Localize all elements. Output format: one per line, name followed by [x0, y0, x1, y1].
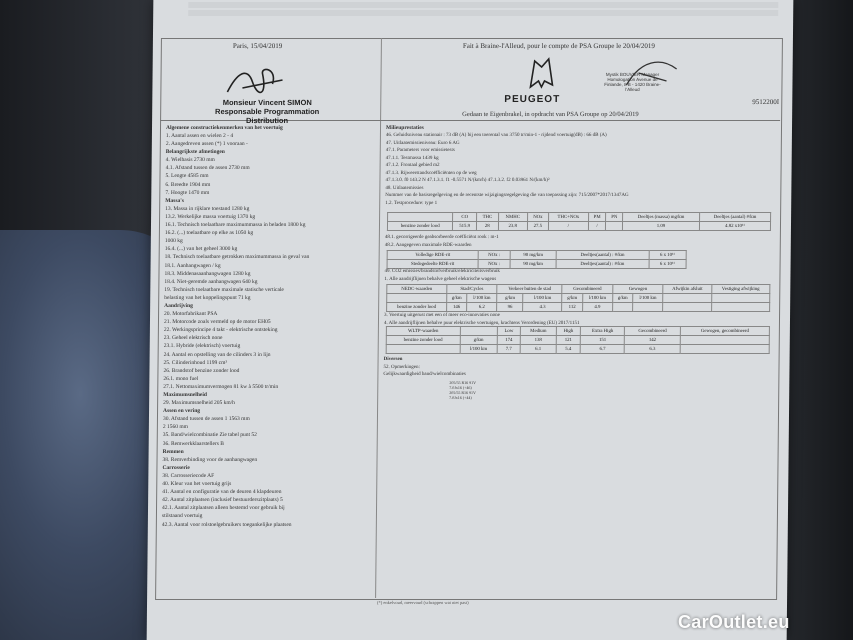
right-spec-list: [385, 132, 629, 207]
emission-header: NOx: [527, 213, 548, 222]
footnote: (*) enkelvoud, meervoud (schrappen wat niet past): [377, 600, 469, 605]
tyre-line: 205/55 R16 91V: [449, 390, 476, 395]
env-line: 52. Opmerkingen:: [383, 364, 420, 370]
wltp-header: Gewogen, gecombineerd: [680, 327, 769, 336]
nedc-cell: [633, 303, 663, 312]
env-line: Nummer van de basisregelgeving en de recentste wijzigingsregelgeving die van toepassing zijn: 715/2007*2017/1347AG: [385, 193, 629, 198]
env-line: 48. Uitlaatemissies: [385, 185, 424, 191]
spec-line: 26.1. mono fuel: [163, 375, 199, 382]
nedc-cell: [612, 303, 632, 312]
spec-line: Massa's: [165, 197, 184, 204]
spec-line: 38. Remverbinding voor de aanhangwagen: [162, 456, 258, 463]
emission-cell: /: [588, 222, 606, 231]
nedc-unit: l/100 km: [582, 294, 612, 303]
spec-line: 2. Aangedreven assen (*) 1 vooraan -: [165, 141, 248, 148]
spec-line: 5. Lengte 4585 mm: [165, 173, 209, 180]
env-line: 49. CO2 emissies/brandstofverbruik/elektriciteitsverbruik: [384, 269, 500, 274]
emission-cell: 27.5: [527, 222, 548, 231]
spec-line: 42. Aantal zitplaatsen (inclusief bestuurderszitplaats) 5: [162, 497, 283, 504]
wltp-header: High: [556, 327, 581, 336]
spec-line: 16.4. (...) van het geheel 3000 kg: [164, 246, 238, 253]
emission-header: Deeltjes (aantal) #/km: [699, 213, 770, 222]
spec-line: 27.1. Nettomaximumvermogen 81 kw à 5500 tr/min: [163, 383, 279, 390]
emission-header: PN: [606, 213, 623, 222]
spec-line: 13. Massa in rijklare toestand 1280 kg: [165, 205, 250, 212]
rde-cell: Volledige RDE-rit: [387, 251, 478, 260]
emission-header: THC+NOx: [549, 213, 589, 222]
spec-line: Maximumsnelheid: [163, 392, 207, 398]
spec-line: belasting van het koppelingspunt 71 kg: [164, 294, 251, 301]
env-line: 48.2. Aangegeven maximale RDE-waarden: [384, 242, 472, 248]
spec-line: 30. Afstand tussen de assen 1 1563 mm: [162, 416, 250, 423]
emission-cell: 1.09: [622, 222, 699, 231]
wltp-cell: 6.7: [580, 345, 624, 354]
spec-line: 36. Remwerkklaarstellers B: [162, 440, 224, 447]
spec-line: Carrosserie: [162, 464, 190, 471]
nedc-unit: l/100 km: [633, 294, 663, 303]
nedc-header: Vestiging afwijking: [711, 285, 769, 294]
spec-line: 41. Aantal en configuratie van de deuren 4 klapdeuren: [162, 489, 282, 496]
spec-line: 38. Carrosseriecode AF: [162, 472, 215, 479]
env-line: 3. Voertuig uitgerust met een of meer eco-innovaties none: [384, 313, 500, 318]
spec-line: 40. Kleur van het voertuig grijs: [162, 481, 232, 488]
wltp-cell: 7.7: [497, 345, 520, 354]
spec-line: 7. Hoogte 1470 mm: [165, 189, 210, 196]
wltp-cell: 121: [556, 336, 581, 345]
nedc-cell: 96: [497, 303, 523, 312]
signer-block: [202, 98, 332, 125]
spec-line: 23.1. Hybride (elektrisch) voertuig: [163, 343, 241, 350]
wltp-cell: 142: [625, 336, 681, 345]
env-line: 1. Alle aandrijflijnen behalve geheel elektrische wagens: [384, 276, 497, 282]
nedc-cell: benzine zonder lood: [387, 303, 447, 312]
spec-line: 16.1. Technisch toelaatbare maximummassa in beladen 1800 kg: [164, 222, 306, 229]
spec-line: 4. Wielbasis 2730 mm: [165, 157, 215, 164]
spec-line: 18.1. Aanhangwagen / kg: [164, 262, 221, 269]
wltp-header: WLTP-waarden: [386, 327, 460, 336]
nedc-unit: l/100 km: [523, 294, 562, 303]
wltp-cell: g/km: [460, 336, 497, 345]
env-line: 4. Alle aandrijflijnen behalve puur elektrische voertuigen, krachtens Verordening (EU) 2017/1151: [383, 320, 580, 326]
spec-line: 1. Aantal assen en wielen 2 - 4: [165, 133, 234, 139]
nedc-unit: g/km: [613, 294, 633, 303]
env-line: Diversen: [383, 357, 403, 362]
emission-cell: benzine zonder lood: [387, 222, 453, 231]
spec-line: 4.1. Afstand tussen de assen 2730 mm: [165, 165, 250, 172]
spec-line: Belangrijkste afmetingen: [165, 149, 225, 156]
spec-line: 2 1560 mm: [162, 424, 188, 431]
nedc-cell: 4.9: [582, 303, 612, 312]
spec-line: Remmen: [162, 448, 184, 455]
wltp-cell: l/100 km: [460, 345, 497, 354]
rde-cell: 90 mg/km: [510, 260, 556, 269]
spec-line: 18.3. Middenasaanhangwagen 1280 kg: [164, 270, 251, 277]
tyre-line: 205/55 R16 91V: [449, 380, 477, 385]
env-line: 47.1.3. Rijweerstandscoëfficiënten op de weg: [385, 170, 477, 176]
watermark: CarOutlet.eu: [678, 612, 790, 632]
rde-cell: Stedegedeelte RDE-rit: [387, 260, 478, 269]
brand-wordmark: PEUGEOT: [504, 94, 561, 105]
spec-line: 26. Brandstof benzine zonder lood: [163, 367, 240, 374]
spec-line: Aandrijving: [164, 302, 193, 309]
spec-line: 21. Motorcode zoals vermeld op de motor EH05: [163, 319, 271, 326]
nedc-cell: 6.2: [467, 303, 497, 312]
env-line: 47.1.2. Frontaal gebied m2: [385, 163, 440, 168]
spec-line: 42.3. Aantal voor rolstoelgebruikers toegankelijke plaatsen: [161, 521, 292, 528]
emission-cell: 28: [476, 222, 498, 231]
rde-cell: 6 x 10¹¹: [649, 251, 687, 260]
place-date-right: Fait à Braine-l'Alleud, pour le compte de PSA Groupe le 20/04/2019: [462, 42, 655, 50]
nedc-cell: 146: [446, 303, 466, 312]
wltp-cell: 138: [520, 336, 556, 345]
spec-line: stilstaand voertuig: [161, 513, 203, 520]
nedc-unit: l/100 km: [467, 294, 497, 303]
nedc-header: NEDC-waarden: [387, 285, 447, 294]
nedc-header: Gewogen: [613, 285, 664, 294]
wltp-header: Low: [497, 327, 520, 336]
emission-cell: /: [548, 222, 588, 231]
emission-cell: [606, 222, 623, 231]
nedc-cell: 112: [562, 303, 582, 312]
spec-line: 13.2. Werkelijke massa voertuig 1370 kg: [165, 213, 256, 220]
env-line: 47.1.3.0. f0 143.2 N 47.1.3.1. f1 -0.5571 N/(km/h) 47.1.3.2. f2 0.03961 N/(km/h)²: [385, 178, 550, 183]
spec-line: 1000 kg: [164, 238, 183, 245]
wltp-header: Gecombineerd: [625, 327, 681, 336]
wltp-header: Extra High: [581, 327, 625, 336]
emission-header: NMHC: [498, 213, 527, 222]
nedc-header: Verkeer buiten de stad: [497, 285, 562, 294]
rde-cell: Deeltjes(aantal) : #/km: [556, 251, 648, 260]
emission-cell: 23.8: [498, 222, 527, 231]
nedc-cell: 4.3: [523, 303, 562, 312]
right-section-title: Milieuprestaties: [385, 125, 424, 131]
signature-image: [222, 62, 292, 98]
top-note: [188, 0, 778, 30]
spec-line: 6. Breedte 1904 mm: [165, 181, 211, 188]
env-line: 47. Uitlaatemissieniveau: Euro 6 AG: [385, 140, 460, 146]
spec-line: 24. Aantal en opstelling van de cilinders 3 in lijn: [163, 351, 271, 358]
nedc-unit: g/km: [446, 294, 466, 303]
wltp-cell: benzine zonder lood: [386, 336, 460, 345]
document-number: 9512200I: [752, 98, 780, 106]
wltp-cell: 174: [497, 336, 520, 345]
rde-cell: NOx :: [478, 260, 510, 269]
gedaan-text: Gedaan te Eigenbrakel, in opdracht van PSA Groupe op 20/04/2019: [462, 111, 639, 118]
wltp-table: [386, 326, 770, 354]
spec-line: 23. Geheel elektrisch none: [163, 335, 223, 342]
left-section-title: Algemene constructiekenmerken van het voertuig: [165, 125, 283, 131]
place-date-left: Paris, 15/04/2019: [232, 42, 283, 50]
registration-document: [147, 0, 794, 640]
wltp-header: Medium: [520, 327, 556, 336]
emission-table: [387, 212, 771, 231]
spec-line: 35. Band/wielcombinatie Zie tabel punt 52: [162, 432, 257, 439]
emission-header: CO: [453, 213, 477, 222]
spec-line: 20. Motorfabrikant PSA: [164, 311, 218, 318]
rde-cell: 6 x 10¹¹: [649, 260, 687, 269]
wltp-cell: 6.1: [520, 345, 556, 354]
right-spec-list-5: [383, 356, 466, 379]
right-spec-list-3: [384, 268, 500, 283]
spec-line: 19. Technisch toelaatbare maximale statische verticale: [164, 286, 284, 293]
spec-line: 25. Cilinderinhoud 1199 cm³: [163, 359, 228, 366]
nedc-header: Gecombineerd: [562, 285, 613, 294]
rde-table: [387, 250, 687, 269]
nedc-table: [386, 284, 770, 312]
emission-cell: 515.9: [453, 222, 477, 231]
nedc-unit: g/km: [497, 294, 523, 303]
stamp-text: Mystik BOUVIER Manager Homologation Avenue de Finlande, 8 B - 1420 Braine-l'Alleud: [604, 72, 661, 92]
wltp-cell: 6.3: [624, 345, 680, 354]
nedc-header: Afwijkin afsluit: [663, 285, 711, 294]
spec-line: 29. Maximumsnelheid 205 km/h: [163, 400, 235, 407]
tyre-list: [449, 380, 476, 400]
left-spec-list: [162, 132, 311, 529]
env-line: 47.1. Parameters voor emissietests: [385, 148, 455, 153]
spec-line: 22. Werkingsprincipe 4 takt - elektrische ontsteking: [163, 327, 278, 334]
env-line: 47.1.1. Testmassa 1439 kg: [385, 155, 439, 161]
rde-cell: NOx :: [478, 251, 510, 260]
env-line: 48.1. gecorrigeerde geabsorbeerde coëfficiënt rook : m-1: [384, 235, 499, 240]
nedc-unit: g/km: [562, 294, 582, 303]
env-line: Gelijkwaardigheid band/wielcombinaties: [383, 372, 466, 377]
right-spec-list-4: [384, 312, 580, 327]
env-line: 46. Geluidsniveau stationair : 73 dB (A) bij een toerental van 3750 tr/min-1 - rijdend voertuig(dB) : 66 dB (A): [385, 133, 607, 138]
wltp-cell: 151: [581, 336, 625, 345]
signer-name: Monsieur Vincent SIMON: [222, 98, 312, 107]
env-line: 1.2. Testprocedure: type 1: [385, 200, 438, 206]
spec-line: 42.1. Aantal zitplaatsen alleen bestemd voor gebruik bij: [161, 505, 285, 512]
emission-cell: 4.82 x10¹¹: [699, 222, 770, 231]
rde-cell: Deeltjes(aantal) : #/km: [556, 260, 648, 269]
spec-line: Assen en vering: [163, 408, 201, 415]
nedc-unit: [387, 294, 447, 303]
wltp-cell: 5.4: [556, 345, 581, 354]
spec-line: 18.4. Niet-geremde aanhangwagen 640 kg: [164, 278, 258, 285]
spec-line: 16.2. (...) toelaatbare op elke as 1050 kg: [164, 230, 254, 237]
emission-header: PM: [588, 213, 606, 222]
emission-header: THC: [476, 213, 498, 222]
signer-title: Responsable Programmation Distribution: [215, 107, 320, 125]
nedc-header: Stad/Cycles: [447, 285, 498, 294]
rde-cell: 90 mg/km: [510, 251, 556, 260]
peugeot-lion-logo: [524, 55, 558, 91]
tyre-line: 7.0Jx16 (+46): [449, 385, 472, 390]
spec-line: 18. Technisch toelaatbare getrokken maximummassa in geval van: [164, 254, 310, 261]
tyre-line: 7.0Jx16 (+44): [449, 395, 472, 400]
wltp-cell: [386, 345, 460, 354]
right-spec-list-2: [385, 234, 499, 249]
emission-header: Deeltjes (massa) mg/km: [623, 213, 700, 222]
